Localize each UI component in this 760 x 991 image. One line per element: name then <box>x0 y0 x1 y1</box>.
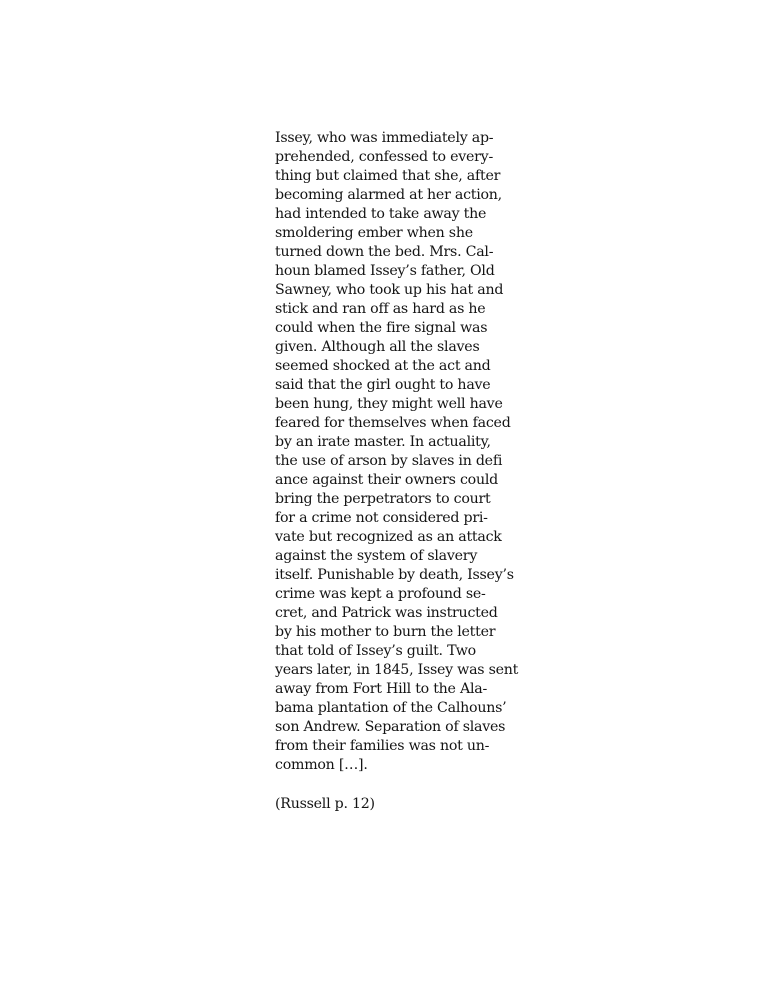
passage-line: could when the fire signal was <box>275 320 488 336</box>
passage-line: turned down the bed. Mrs. Cal- <box>275 244 494 260</box>
passage-line: Issey, who was immediately ap- <box>275 130 494 146</box>
passage-line: smoldering ember when she <box>275 225 473 241</box>
passage-line: cret, and Patrick was instructed <box>275 605 498 621</box>
passage-line: said that the girl ought to have <box>275 377 491 393</box>
passage-line: prehended, confessed to every- <box>275 149 493 165</box>
passage-line: feared for themselves when faced <box>275 415 511 431</box>
passage-line: vate but recognized as an attack <box>275 529 502 545</box>
passage-line: crime was kept a profound se- <box>275 586 486 602</box>
passage-line: Sawney, who took up his hat and <box>275 282 504 298</box>
passage-line: by an irate master. In actuality, <box>275 434 491 450</box>
passage-line: houn blamed Issey’s father, Old <box>275 263 495 279</box>
passage-line: that told of Issey’s guilt. Two <box>275 643 476 659</box>
passage-line: son Andrew. Separation of slaves <box>275 719 506 735</box>
passage-line: from their families was not un- <box>275 738 490 754</box>
passage-line: given. Although all the slaves <box>275 339 480 355</box>
passage-line: for a crime not considered pri- <box>275 510 488 526</box>
passage-line: by his mother to burn the letter <box>275 624 496 640</box>
passage-line: common […]. <box>275 757 368 773</box>
passage-line: stick and ran off as hard as he <box>275 301 486 317</box>
passage-line: bring the perpetrators to court <box>275 491 491 507</box>
passage-line: away from Fort Hill to the Ala- <box>275 681 488 697</box>
passage-line: bama plantation of the Calhouns’ <box>275 700 507 716</box>
passage-line: against the system of slavery <box>275 548 478 564</box>
passage-text <box>275 129 519 775</box>
passage-line: had intended to take away the <box>275 206 487 222</box>
passage-line: becoming alarmed at her action, <box>275 187 502 203</box>
passage-line: thing but claimed that she, after <box>275 168 501 184</box>
passage-line: the use of arson by slaves in defi <box>275 453 503 469</box>
citation: (Russell p. 12) <box>275 796 375 812</box>
passage-line: been hung, they might well have <box>275 396 503 412</box>
passage-line: itself. Punishable by death, Issey’s <box>275 567 514 583</box>
passage-line: years later, in 1845, Issey was sent <box>275 662 519 678</box>
passage-line: ance against their owners could <box>275 472 498 488</box>
passage-line: seemed shocked at the act and <box>275 358 491 374</box>
